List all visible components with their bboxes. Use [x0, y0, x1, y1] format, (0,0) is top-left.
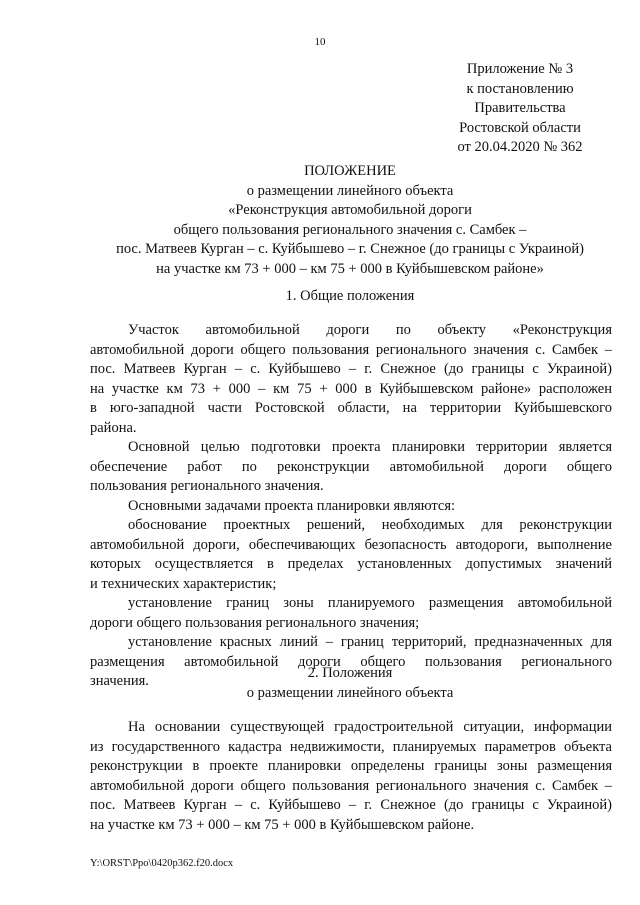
- appendix-line: Правительства: [474, 100, 566, 116]
- file-path-footer: Y:\ORST\Ppo\0420p362.f20.docx: [90, 858, 234, 869]
- appendix-header: [440, 60, 600, 158]
- title-line: о размещении линейного объекта: [246, 182, 454, 199]
- text-line: на участке км 73 + 000 – км 75 + 000 в Куйбышевском районе» расположен: [90, 380, 612, 397]
- text-line: автомобильной дороги общего пользования регионального значения с. Самбек –: [90, 341, 612, 358]
- text-line: пос. Матвеев Курган – с. Куйбышево – г. Снежное (до границы с Украиной): [90, 797, 612, 813]
- title-line: «Реконструкция автомобильной дороги: [228, 202, 472, 218]
- section-2-body: [90, 718, 612, 835]
- text-line: Участок автомобильной дороги по объекту «Реконструкция: [128, 322, 612, 338]
- text-line: реконструкции в проекте планировки определены границы зоны размещения: [90, 758, 612, 774]
- paragraph: [90, 594, 612, 633]
- text-line: значения.: [90, 673, 149, 689]
- title-line: общего пользования регионального значения с. Самбек –: [173, 221, 527, 238]
- section-1-heading: [80, 287, 620, 307]
- section-1-body: [90, 321, 612, 692]
- text-line: автомобильной дороги общего пользования регионального значения с. Самбек –: [90, 777, 612, 794]
- paragraph: [90, 718, 612, 835]
- text-line: размещения автомобильной дороги общего пользования регионального: [90, 653, 612, 670]
- paragraph: [90, 321, 612, 438]
- text-line: обеспечение работ по реконструкции автомобильной дороги общего: [90, 458, 612, 475]
- document-title: [80, 162, 620, 279]
- text-line: установление красных линий – границ территорий, предназначенных для: [128, 634, 612, 650]
- section-heading-text: 2. Положения: [307, 665, 393, 681]
- text-line: установление границ зоны планируемого размещения автомобильной: [128, 595, 612, 611]
- text-line: автомобильной дороги, обеспечивающих безопасность автодороги, выполнение: [90, 536, 612, 553]
- section-heading-text: о размещении линейного объекта: [246, 684, 454, 701]
- text-line: которых осуществляется в пределах установленных допустимых значений: [90, 556, 612, 572]
- paragraph: [90, 497, 612, 517]
- text-line: на участке км 73 + 000 – км 75 + 000 в Куйбышевском районе.: [90, 816, 475, 833]
- section-heading-text: 1. Общие положения: [285, 288, 415, 304]
- appendix-line: от 20.04.2020 № 362: [457, 139, 583, 155]
- page-number: 10: [314, 36, 326, 48]
- text-line: Основными задачами проекта планировки являются:: [128, 497, 456, 514]
- text-line: из государственного кадастра недвижимости, планируемых параметров объекта: [90, 738, 612, 755]
- appendix-line: Приложение № 3: [466, 61, 574, 77]
- title-heading: ПОЛОЖЕНИЕ: [304, 163, 396, 179]
- appendix-line: к постановлению: [466, 80, 574, 97]
- paragraph: [90, 516, 612, 594]
- title-line: пос. Матвеев Курган – с. Куйбышево – г. Снежное (до границы с Украиной): [116, 241, 584, 257]
- text-line: Основной целью подготовки проекта планировки территории является: [128, 439, 612, 455]
- text-line: и технических характеристик;: [90, 575, 277, 592]
- text-line: пос. Матвеев Курган – с. Куйбышево – г. Снежное (до границы с Украиной): [90, 361, 612, 377]
- section-2-heading: [80, 664, 620, 703]
- title-line: на участке км 73 + 000 – км 75 + 000 в Куйбышевском районе»: [156, 260, 544, 277]
- text-line: пользования регионального значения.: [90, 478, 324, 494]
- text-line: дороги общего пользования регионального значения;: [90, 614, 420, 631]
- paragraph: [90, 438, 612, 497]
- text-line: обоснование проектных решений, необходимых для реконструкции: [128, 517, 612, 533]
- text-line: района.: [90, 419, 137, 436]
- text-line: в юго-западной части Ростовской области, на территории Куйбышевского: [90, 400, 612, 416]
- text-line: На основании существующей градостроительной ситуации, информации: [128, 719, 612, 735]
- appendix-line: Ростовской области: [459, 119, 581, 136]
